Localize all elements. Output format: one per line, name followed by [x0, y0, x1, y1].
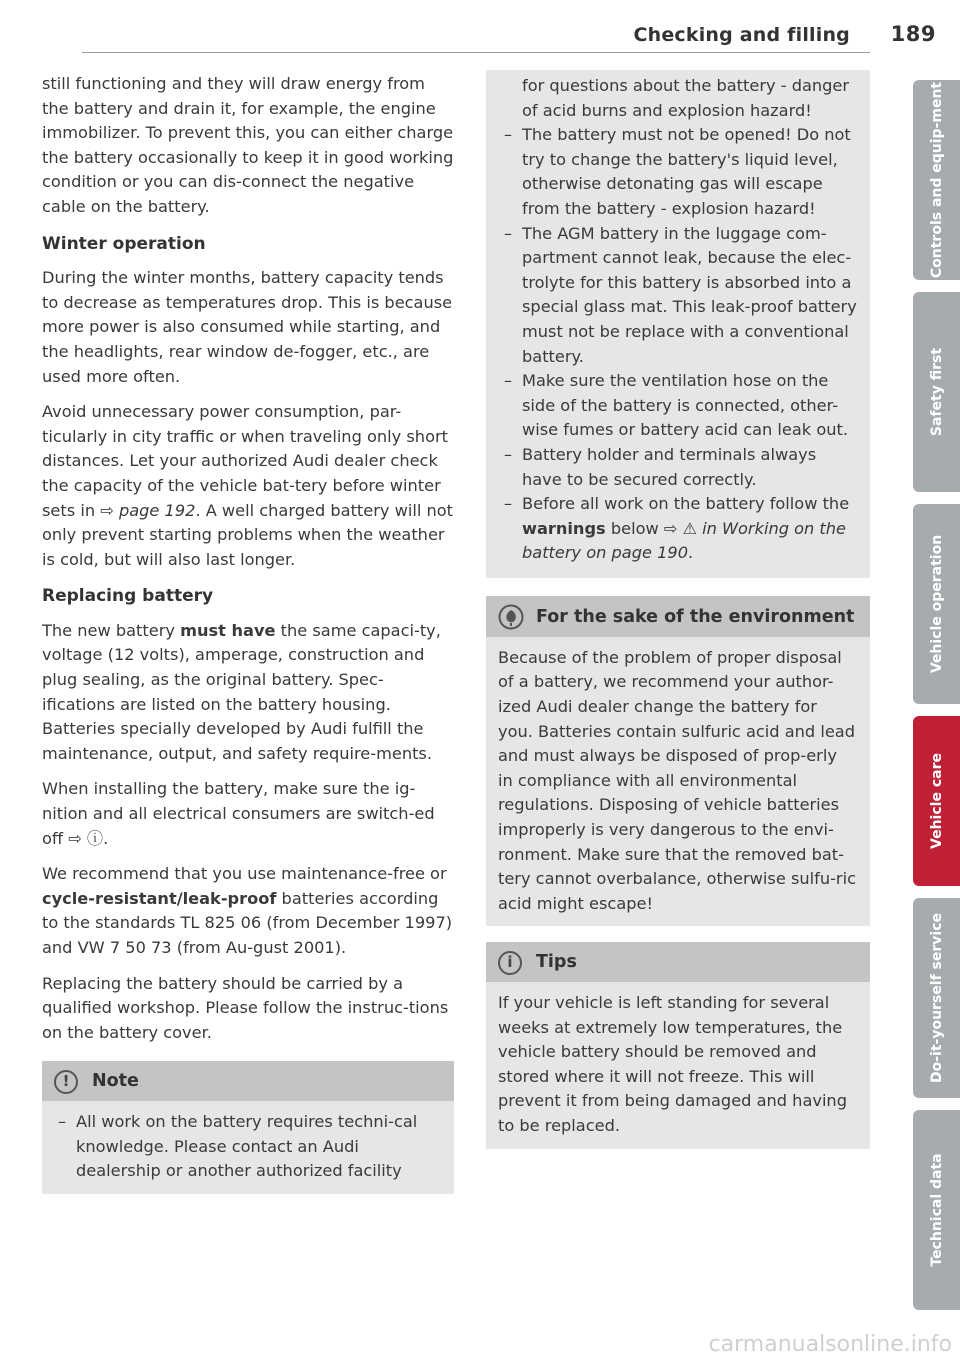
recommend-text-b: batteries according to the standards TL 825 06 (from December 1997) and VW 7 50 73 (from Au-gust 2001). [42, 888, 453, 957]
side-tab-label: Vehicle care [928, 753, 945, 849]
right-column [486, 72, 870, 1149]
environment-box [486, 596, 870, 927]
side-tab-label: Technical data [928, 1153, 945, 1267]
replacing-battery-heading: Replacing battery [42, 586, 214, 607]
header-rule [82, 52, 870, 53]
warnings-emphasis: warnings [522, 518, 606, 538]
side-tab-vehicle-operation[interactable] [913, 504, 960, 704]
note-box-continued [486, 70, 870, 578]
replace-paragraph-1 [42, 619, 454, 767]
note-continued-text: for questions about the battery - danger of acid burns and explosion hazard! [522, 76, 850, 120]
watermark: carmanualsonline.info [708, 1332, 952, 1357]
note-box [42, 1061, 454, 1193]
note-list [500, 123, 860, 492]
side-tab-label: Safety first [928, 347, 945, 437]
note-title: Note [92, 1071, 139, 1092]
note-continued-body [486, 74, 870, 578]
note-item: – Battery holder and terminals always have to be secured correctly. [500, 443, 860, 492]
tips-body: If your vehicle is left standing for several weeks at extremely low temperatures, the vehicle battery should be removed and stored where it will not freeze. This will prevent it from being damaged and having to be replaced. [498, 993, 847, 1135]
side-tab-controls-and-equip-ment[interactable] [913, 80, 960, 280]
environment-leaf-icon [498, 604, 524, 630]
tips-header [486, 942, 870, 982]
section-title: Checking and filling [633, 24, 850, 46]
page-192-link[interactable]: ⇨ page 192 [100, 500, 196, 520]
side-tab-technical-data[interactable] [913, 1110, 960, 1310]
note-last-text-c: . [688, 543, 694, 563]
environment-header [486, 596, 870, 637]
winter-paragraph-1: During the winter months, battery capacity tends to decrease as temperatures drop. This is because more power is also consumed while starting, and the headlights, rear window de-fogger, etc., are used more often. [42, 268, 453, 386]
winter-text-b: . A well charged battery will not only prevent starting problems when the weather is cold, but will also last longer. [42, 500, 453, 569]
note-item: – The AGM battery in the luggage com-partment cannot leak, because the elec-trolyte for this battery is absorbed into a special glass mat. This leak-proof battery must not be replace with a conventional battery. [500, 222, 860, 370]
winter-paragraph-2 [42, 400, 454, 572]
note-header [42, 1061, 454, 1101]
note-item: – The battery must not be opened! Do not try to change the battery's liquid level, otherwise detonating gas will escape from the battery - explosion hazard! [500, 123, 860, 221]
note-last-text-a: Before all work on the battery follow the [522, 494, 850, 514]
leak-proof-emphasis: cycle-resistant/leak-proof [42, 888, 277, 908]
side-tab-vehicle-care[interactable] [913, 716, 960, 886]
note-item: – All work on the battery requires techni-cal knowledge. Please contact an Audi dealership or another authorized facility [54, 1110, 440, 1184]
environment-title: For the sake of the environment [536, 606, 855, 627]
note-item-last [500, 492, 860, 566]
tips-title: Tips [536, 952, 577, 973]
side-tab-safety-first[interactable] [913, 292, 960, 492]
caution-icon: ! [54, 1070, 78, 1094]
intro-paragraph: still functioning and they will draw energy from the battery and drain it, for example, the engine immobilizer. To prevent this, you can either charge the battery occasionally to keep it in good working condition or you can dis-connect the negative cable on the battery. [42, 74, 454, 216]
winter-operation-heading: Winter operation [42, 233, 206, 254]
replace-paragraph-2: When installing the battery, make sure the ig-nition and all electrical consumers are switch-ed off ⇨ ⓘ. [42, 779, 435, 848]
note-item: – Make sure the ventilation hose on the side of the battery is connected, other-wise fumes or battery acid can leak out. [500, 369, 860, 443]
replace-paragraph-3 [42, 862, 454, 960]
must-have-emphasis: must have [180, 620, 276, 640]
side-tab-label: Vehicle operation [928, 534, 945, 674]
side-tab-label: Do-it-yourself service [928, 912, 945, 1084]
replace-text-b: the same capaci-ty, voltage (12 volts), amperage, construction and plug sealing, as the original battery. Spec-ifications are listed on the battery housing. Batteries specially developed by Audi fulfill the maintenance, output, and safety require-ments. [42, 620, 441, 763]
replace-text-a: The new battery [42, 620, 181, 640]
left-column [42, 72, 454, 1194]
page-number: 189 [890, 22, 936, 46]
info-icon: i [498, 951, 522, 975]
tips-box [486, 942, 870, 1148]
side-tab-do-it-yourself-service[interactable] [913, 898, 960, 1098]
note-body [42, 1101, 454, 1194]
winter-text-a: Avoid unnecessary power consumption, par-ticularly in city traffic or when traveling only short distances. Let your authorized Audi dealer check the capacity of the vehicle bat-tery before winter sets in [42, 402, 448, 520]
side-tab-label: Controls and equip-ment [928, 81, 945, 279]
environment-body: Because of the problem of proper disposal of a battery, we recommend your author-ized Audi dealer change the battery for you. Batteries contain sulfuric acid and lead and must always be disposed of prop-erly in compliance with all environmental regulations. Disposing of vehicle batteries improperly is very dangerous to the envi-ronment. Make sure that the removed bat-tery cannot overbalance, otherwise sulfu-ric acid might escape! [498, 647, 856, 913]
page-190-link[interactable]: ⚠ in Working on the battery on page 190 [522, 518, 847, 563]
replace-paragraph-4: Replacing the battery should be carried by a qualified workshop. Please follow the instruc-tions on the battery cover. [42, 973, 449, 1042]
recommend-text-a: We recommend that you use maintenance-free or [42, 864, 447, 884]
note-last-text-b: below ⇨ [605, 518, 683, 538]
